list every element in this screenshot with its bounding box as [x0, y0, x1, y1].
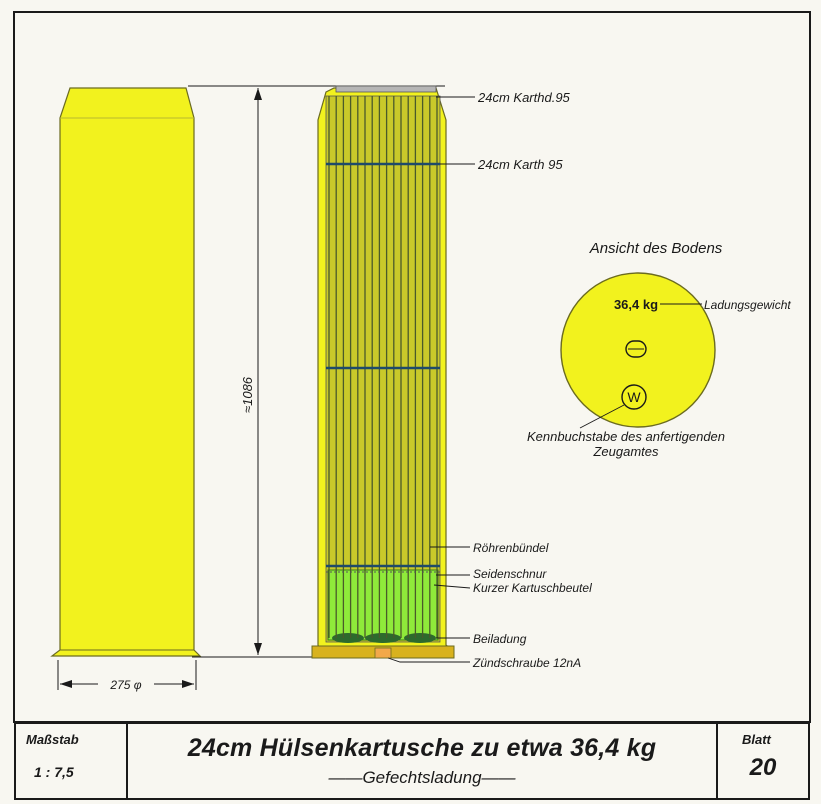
letter-label-line1: Kennbuchstabe des anfertigenden	[526, 429, 726, 444]
base-view-title: Ansicht des Bodens	[589, 240, 723, 257]
title-block	[14, 722, 810, 800]
letter-label-line2: Zeugamtes	[593, 444, 659, 459]
sheet-label: Blatt	[742, 732, 771, 747]
label-roehrenbuendel: Röhrenbündel	[473, 541, 549, 555]
weight-label: Ladungsgewicht	[704, 298, 791, 312]
label-karth: 24cm Karth 95	[478, 157, 563, 172]
label-kartuschbeutel: Kurzer Kartuschbeutel	[473, 581, 592, 595]
diameter-label: 275 φ	[110, 678, 142, 692]
label-beiladung: Beiladung	[473, 632, 527, 646]
weight-stamp: 36,4 kg	[613, 297, 659, 312]
title-cell	[128, 724, 718, 798]
drawing-title: 24cm Hülsenkartusche zu etwa 36,4 kg	[187, 734, 657, 762]
drawing-subtitle: ——Gefechtsladung——	[328, 768, 516, 787]
drawing-subtitle-text: Gefechtsladung	[362, 768, 482, 787]
length-label: ≈1086	[240, 376, 255, 414]
letter-stamp: W	[627, 389, 641, 405]
sheet-cell	[718, 724, 808, 798]
case-exterior-view	[52, 88, 200, 656]
sheet-number: 20	[749, 754, 777, 781]
label-karthd: 24cm Karthd.95	[478, 90, 570, 105]
label-zuendschraube: Zündschraube 12nA	[473, 656, 582, 670]
scale-cell	[16, 724, 128, 798]
scale-label: Maßstab	[26, 732, 79, 747]
scale-value: 1 : 7,5	[34, 764, 74, 780]
label-seidenschnur: Seidenschnur	[473, 567, 547, 581]
